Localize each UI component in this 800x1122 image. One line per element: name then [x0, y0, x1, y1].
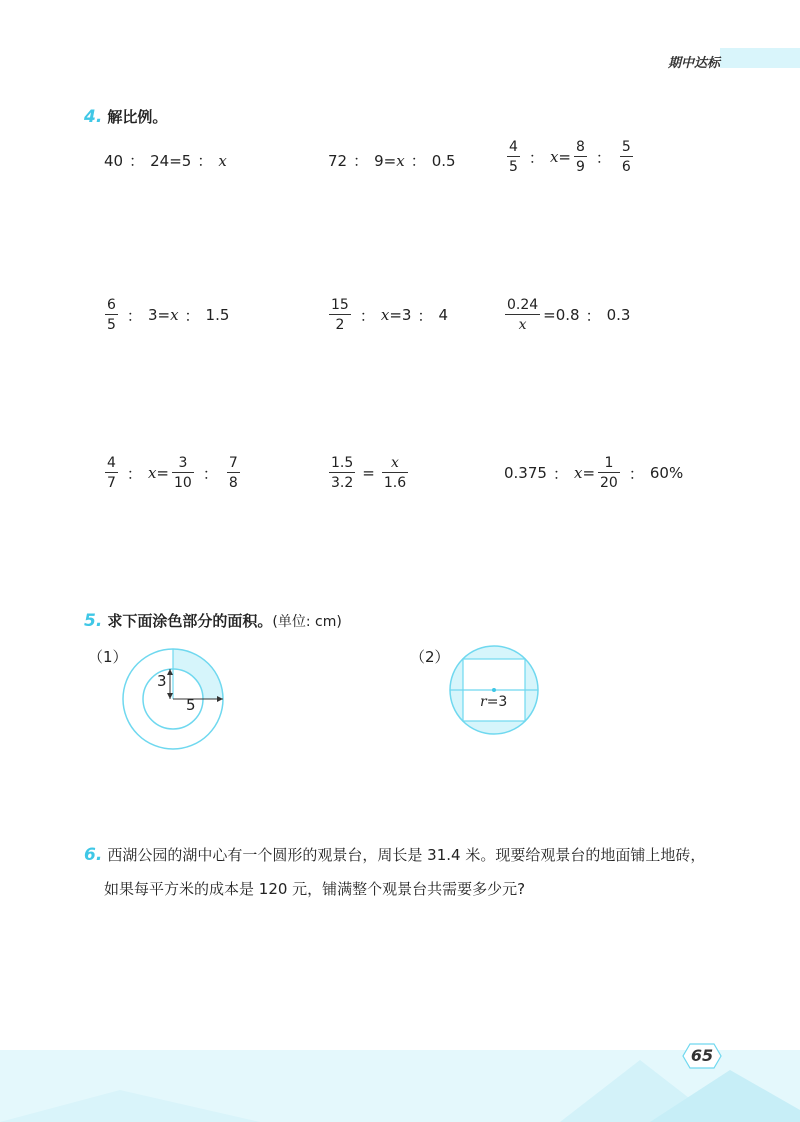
page-number: 65 [690, 1046, 714, 1065]
variable-x: x [170, 306, 179, 324]
proportion-8 [326, 456, 411, 490]
term: 0.5 [431, 151, 456, 170]
fraction: $\frac{1.5}{3.2}$ [331, 455, 354, 491]
proportion-3 [504, 140, 636, 174]
figure-2-label: （2） [410, 648, 450, 666]
fraction: $\frac{5}{6}$ [621, 139, 631, 175]
term: =3 [389, 306, 412, 324]
variable-x: x [549, 148, 559, 166]
colon: ： [129, 152, 145, 170]
colon: ： [126, 306, 142, 325]
fraction: $\frac{4}{5}$ [509, 139, 518, 175]
colon: ： [410, 152, 426, 170]
variable-x: x [218, 151, 227, 170]
q5-unit: (单位: cm) [272, 614, 342, 630]
figure-1-annulus [118, 644, 228, 754]
q6-line-1 [84, 844, 764, 865]
proportion-7 [102, 456, 243, 490]
term: 0.3 [606, 306, 631, 324]
proportion-4 [102, 298, 229, 332]
variable-x: x [380, 306, 390, 324]
colon: ： [197, 152, 213, 170]
q4-heading [84, 106, 167, 127]
term: 40 [104, 151, 124, 170]
variable-x: x [147, 464, 157, 482]
colon: ： [184, 306, 200, 325]
term: 9= [374, 151, 397, 170]
proportion-6 [502, 298, 630, 332]
fraction: $\frac{x}{1.6}$ [383, 455, 407, 491]
variable-x: x [573, 464, 583, 482]
figure-2-circle-square [448, 642, 542, 736]
fraction: $\frac{1}{20}$ [600, 455, 618, 491]
colon: ： [585, 306, 601, 325]
fraction: $\frac{0.24}{x}$ [507, 297, 539, 333]
fraction: $\frac{15}{2}$ [331, 297, 349, 333]
equals: = [362, 464, 375, 482]
footer-decoration [0, 1050, 800, 1122]
fraction: $\frac{3}{10}$ [173, 455, 192, 491]
term: =0.8 [543, 306, 580, 324]
figure-1-outer-radius: 5 [186, 696, 196, 714]
term: 3= [147, 306, 171, 324]
q5-number: 5. [84, 611, 103, 631]
q6-number: 6. [84, 845, 103, 865]
arrow-head-icon [167, 693, 173, 699]
figure-1-inner-radius: 3 [157, 672, 167, 690]
proportion-1 [104, 150, 227, 171]
fraction: $\frac{8}{9}$ [575, 139, 585, 175]
colon: ： [595, 148, 611, 167]
equals: = [582, 464, 596, 482]
term: 72 [328, 151, 348, 170]
equals: = [156, 464, 169, 482]
q4-number: 4. [84, 107, 103, 127]
colon: ： [202, 464, 218, 483]
q6-text-2: 如果每平方米的成本是 120 元，铺满整个观景台共需要多少元? [104, 880, 526, 898]
q5-heading [84, 610, 342, 631]
q6-text-1: 西湖公园的湖中心有一个圆形的观景台，周长是 31.4 米。现要给观景台的地面铺上地砖， [107, 846, 706, 864]
colon: ： [528, 148, 544, 167]
colon: ： [353, 152, 369, 170]
term: 1.5 [205, 306, 230, 324]
term: 24=5 [150, 151, 192, 170]
colon: ： [552, 464, 568, 483]
q4-title: 解比例。 [107, 108, 168, 126]
fraction: $\frac{6}{5}$ [107, 297, 116, 333]
term: 0.375 [504, 464, 547, 482]
center-point [492, 688, 496, 692]
variable-x: x [396, 151, 405, 170]
figure-1-label: （1） [88, 648, 128, 666]
proportion-9 [504, 456, 683, 490]
colon: ： [628, 464, 644, 483]
q5-title: 求下面涂色部分的面积。 [107, 612, 273, 630]
proportion-5 [326, 298, 448, 332]
proportion-2 [328, 150, 456, 171]
colon: ： [126, 464, 142, 483]
colon: ： [359, 306, 375, 325]
header-title: 期中达标 [668, 56, 721, 71]
term: 4 [438, 306, 448, 324]
figure-2-radius: r=3 [480, 694, 508, 710]
fraction: $\frac{7}{8}$ [228, 455, 238, 491]
term: 60% [649, 464, 684, 482]
colon: ： [417, 306, 433, 325]
fraction: $\frac{4}{7}$ [107, 455, 116, 491]
header-accent-bar [720, 48, 800, 68]
equals: = [558, 148, 571, 166]
